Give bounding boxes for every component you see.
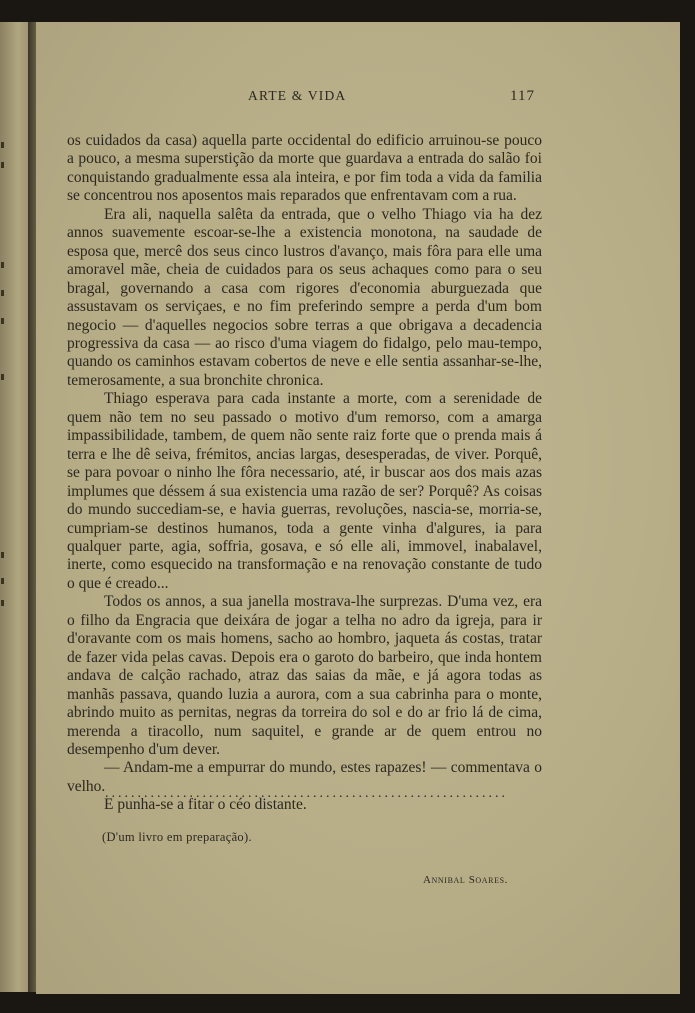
body-text [67,132,542,815]
paragraph: E punha-se a fitar o céo distante. [104,796,307,814]
paragraph: os cuidados da casa) aquella parte occidental do edificio arruinou-se pouco a pouco, a mesma superstição da morte que guardava a entrada do salão foi conquistando gradualmente essa ala inteira, e por fim toda a vida da familia se concentrou nos aposentos mais reparados que enfrentavam com a rua. [67,132,542,205]
source-note: (D'um livro em preparação). [102,830,252,844]
paragraph: Thiago esperava para cada instante a morte, com a serenidade de quem não tem no seu passado o motivo d'um remorso, com a amarga impassibilidade, tambem, de quem não sente raiz forte que o prenda mais á terra e lhe dê seiva, frémitos, ancias largas, desesperadas, de viver. Porquê, se para povoar o ninho lhe fôra necessario, até, ir buscar aos dos mais azas implumes que déssem á sua existencia uma razão de ser? Porquê? As coisas do mundo succediam-se, e havia guerras, revoluções, nascia-se, morria-se, cumpriam-se destinos humanos, toda a gente vinha d'algures, ia para qualquer parte, agia, soffria, gosava, e só elle ali, immovel, inabalavel, inerte, como esquecido na transformação e na renovação constante de tudo o que é creado... [67,390,542,592]
author-signature: Annibal Soares. [423,874,509,886]
running-header [36,88,680,110]
dotted-rule: .............................................................. [105,786,508,801]
paragraph: — Andam-me a empurrar do mundo, estes rapazes! — commentava o velho. [67,759,542,795]
book-page [36,22,680,994]
page-number: 117 [510,88,535,104]
facing-page-edge [0,22,30,992]
running-title: ARTE & VIDA [248,88,347,103]
paragraph: Todos os annos, a sua janella mostrava-lhe surprezas. D'uma vez, era o filho da Engracia que deixára de jogar a telha no adro da igreja, para ir d'oravante com os mais homens, sacho ao hombro, jaqueta ás costas, tratar de fazer vida pelas cavas. Depois era o garoto do barbeiro, que inda hontem andava de calção rachado, atraz das saias da mãe, e já agora todas as manhãs passava, quando luzia a aurora, com a sua cabrinha para o monte, abrindo muito as pernitas, negras da torreira do sol e do ar frio lá de cima, merenda a tiracollo, num saquitel, e grande ar de quem entrou no desempenho d'um dever. [67,593,542,758]
paragraph: Era ali, naquella salêta da entrada, que o velho Thiago via ha dez annos suavemente escoar-se-lhe a existencia monotona, na saudade de esposa que, mercê dos seus cinco lustros d'avanço, mais fôra para elle uma amoravel mãe, cheia de cuidados para os seus achaques como para o seu bragal, governando a casa com rigores d'economia aburguezada que assustavam os serviçaes, e no fim preferindo sempre a perda d'um bom negocio — d'aquelles negocios sobre terras a que obrigava a decadencia progressiva da casa — ao risco d'uma viagem do fidalgo, pelo mau-tempo, quando os caminhos estavam cobertos de neve e elle sentia assanhar-se-lhe, temerosamente, a sua bronchite chronica. [67,205,542,389]
